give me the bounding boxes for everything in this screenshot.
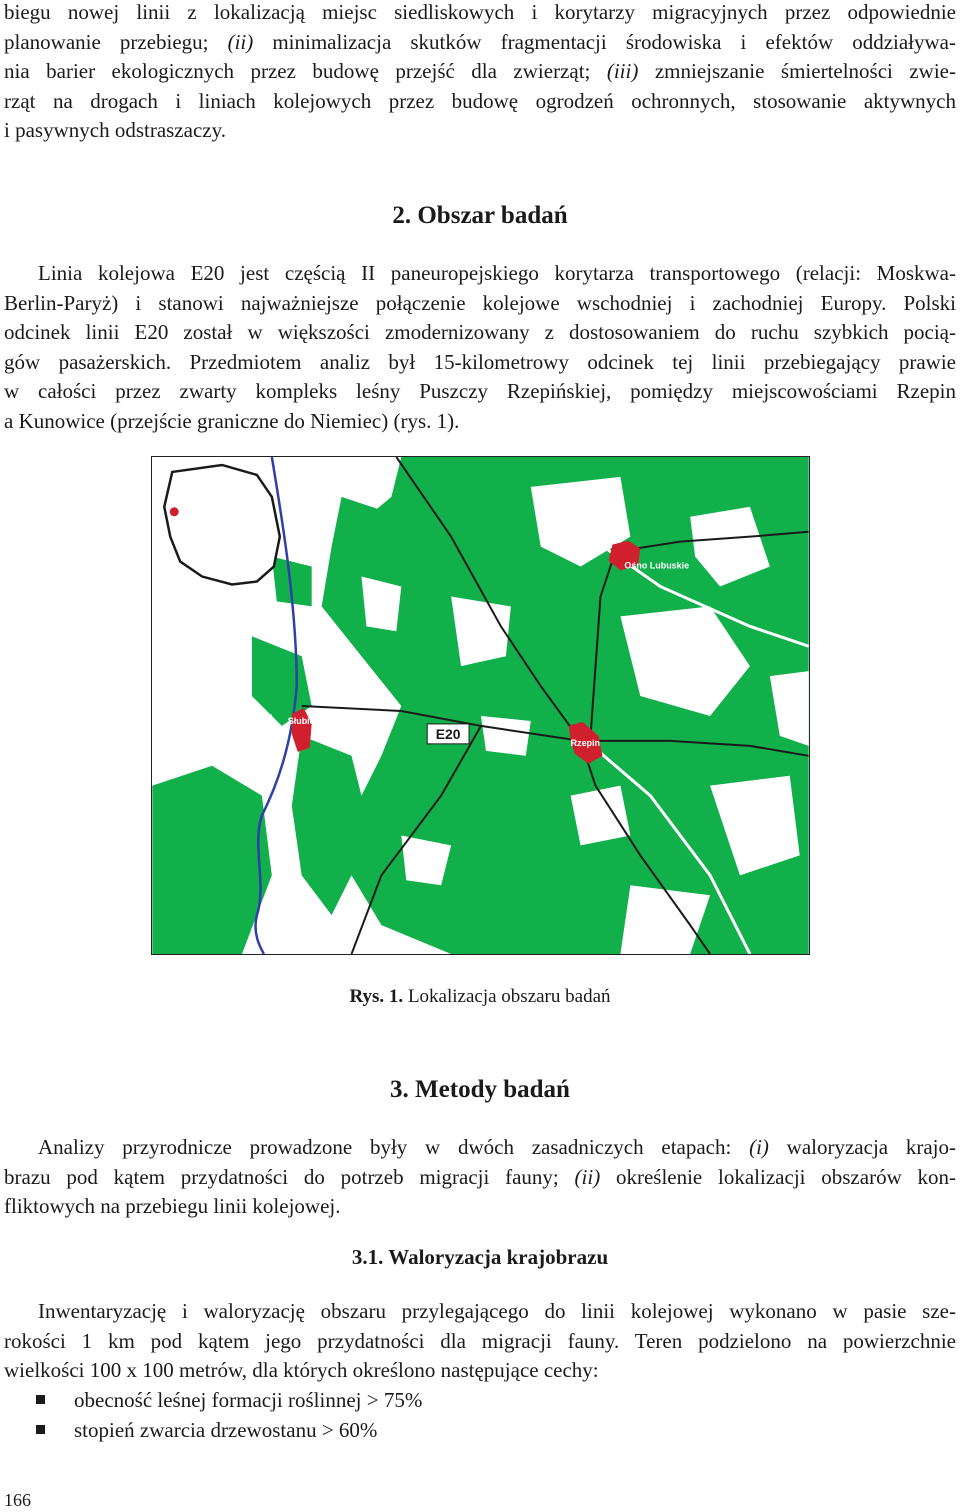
- study-area-marker: [170, 507, 179, 516]
- clearing-9: [481, 716, 531, 756]
- poland-inset: [164, 465, 280, 585]
- criteria-list: [36, 1386, 422, 1445]
- s3-line-2: brazu pod kątem przydatności do potrzeb migracji fauny; (ii) określenie lokalizacji obszarów kon-: [4, 1164, 956, 1189]
- s31-line-3: wielkości 100 x 100 metrów, dla których określono następujące cechy:: [4, 1358, 599, 1382]
- e20-label-box: [427, 724, 469, 744]
- intro-line-5: i pasywnych odstraszaczy.: [4, 118, 226, 142]
- caption-label: Rys. 1.: [349, 986, 404, 1007]
- s31-line-2: rokości 1 km pod kątem jego przydatności dla migracji fauny. Teren podzielono na powierzchnie: [4, 1328, 956, 1353]
- s31-line-1: Inwentaryzację i waloryzację obszaru przylegającego do linii kolejowej wykonano w pasie sze-: [38, 1299, 956, 1323]
- map-svg: [152, 457, 809, 954]
- study-area-map: [151, 456, 810, 955]
- intro-line-3: nia barier ekologicznych przez budowę przejść dla zwierząt; (iii) zmniejszanie śmiertelności zwie-: [4, 59, 956, 83]
- label-osno: Ośno Lubuskie: [624, 560, 690, 571]
- figure-caption: [0, 986, 960, 1008]
- s2-line-4: gów pasażerskich. Przedmiotem analiz był 15-kilometrowy odcinek tej linii przebiegający prawie: [4, 349, 956, 374]
- section-3-heading: 3. Metody badań: [390, 1076, 570, 1103]
- intro-line-1: biegu nowej linii z lokalizacją miejsc siedliskowych i korytarzy migracyjnych przez odpowiednie: [4, 0, 956, 24]
- criteria-item: obecność leśnej formacji roślinnej > 75%: [36, 1386, 422, 1416]
- intro-line-4: rząt na drogach i liniach kolejowych przez budowę ogrodzeń ochronnych, stosowanie aktywnych: [4, 88, 956, 113]
- s3-line-1: Analizy przyrodnicze prowadzone były w dwóch zasadniczych etapach: (i) waloryzacja krajo-: [38, 1135, 956, 1159]
- forest-area-southwest: [152, 766, 272, 954]
- section-2-heading: 2. Obszar badań: [392, 202, 568, 229]
- town-slubice-shape: [292, 708, 312, 752]
- s2-line-2: Berlin-Paryż) i stanowi najważniejsze połączenie kolejowe wschodniej i zachodniej Europy. Polski: [4, 290, 956, 315]
- s2-line-3: odcinek linii E20 został w większości zmodernizowany z dostosowaniem do ruchu szybkich pocią-: [4, 320, 956, 344]
- section-31-heading: 3.1. Waloryzacja krajobrazu: [351, 1245, 609, 1269]
- label-slubice: Słubice: [287, 715, 320, 726]
- square-bullet-icon: [36, 1395, 45, 1404]
- intro-line-2: planowanie przebiegu; (ii) minimalizacja skutków fragmentacji środowiska i efektów oddziaływa-: [4, 29, 956, 54]
- road-3: [152, 706, 272, 716]
- criteria-item: stopień zwarcia drzewostanu > 60%: [36, 1416, 422, 1446]
- caption-text: Lokalizacja obszaru badań: [403, 986, 611, 1007]
- clearing-4: [451, 596, 511, 666]
- section-2-paragraph: [4, 259, 956, 436]
- intro-paragraph: [4, 0, 956, 146]
- poland-outline: [164, 465, 280, 585]
- forest-area-west: [292, 736, 367, 915]
- page-number: 166: [4, 1490, 31, 1510]
- s2-line-6: a Kunowice (przejście graniczne do Niemiec) (rys. 1).: [4, 408, 460, 433]
- s2-line-5: w całości przez zwarty kompleks leśny Puszczy Rzepińskiej, pomiędzy miejscowościami Rzepin: [4, 379, 956, 403]
- section-3-paragraph: [4, 1133, 956, 1222]
- square-bullet-icon: [36, 1425, 45, 1434]
- s2-line-1: Linia kolejowa E20 jest częścią II paneuropejskiego korytarza transportowego (relacji: Moskwa-: [38, 261, 956, 285]
- s3-line-3: fliktowych na przebiegu linii kolejowej.: [4, 1194, 341, 1218]
- label-rzepin: Rzepin: [570, 737, 600, 748]
- section-31-paragraph: [4, 1297, 956, 1386]
- label-e20: E20: [435, 725, 461, 742]
